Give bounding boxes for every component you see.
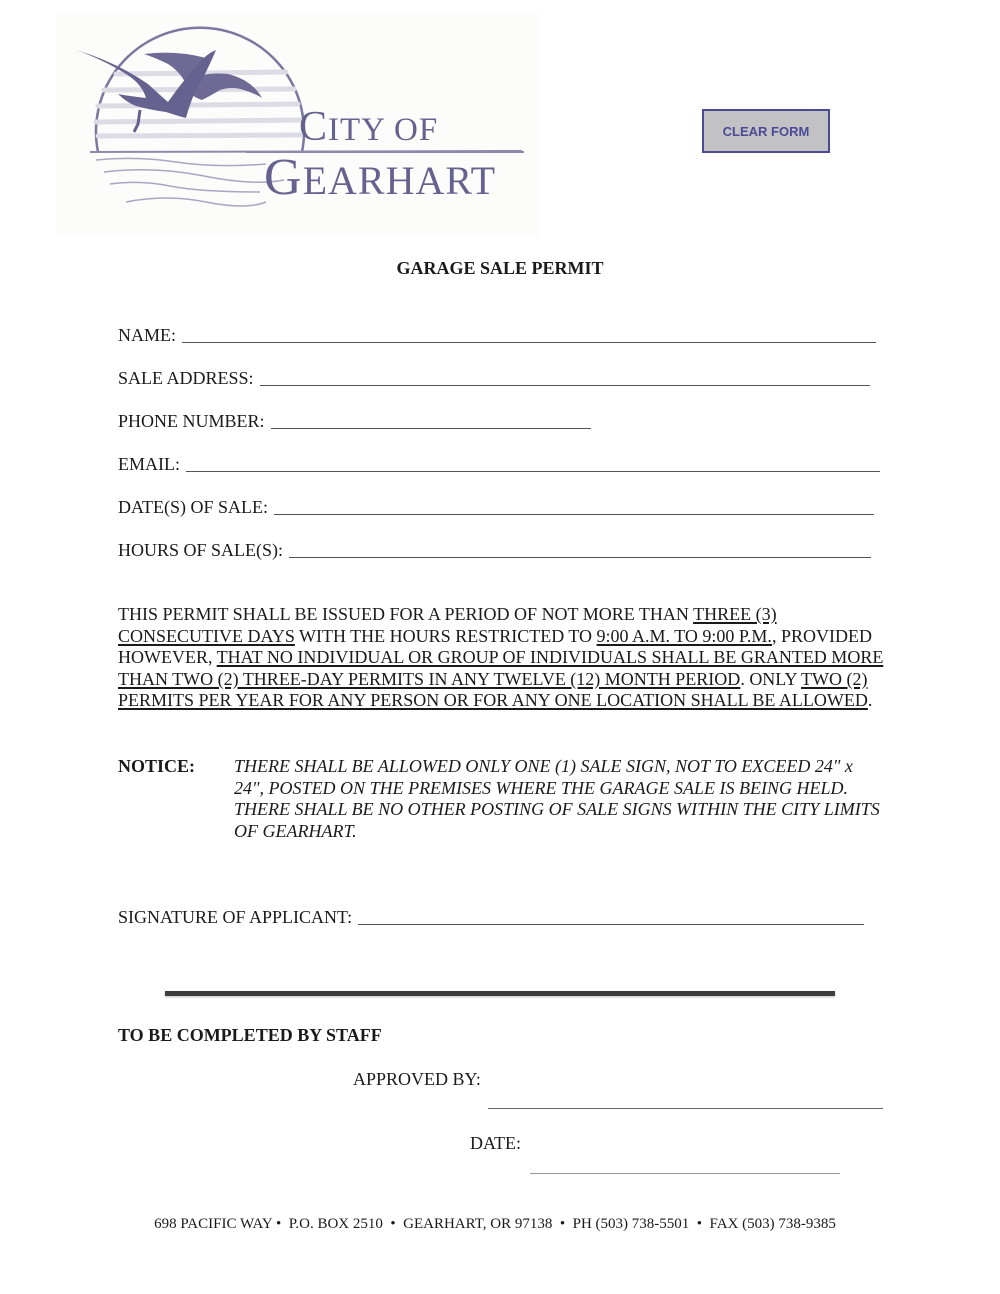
phone-field-row (118, 410, 591, 432)
email-label: EMAIL: (118, 454, 180, 474)
hours-input[interactable] (289, 539, 871, 558)
signature-label: SIGNATURE OF APPLICANT: (118, 907, 353, 927)
phone-label: PHONE NUMBER: (118, 411, 265, 431)
signature-field-row (118, 906, 864, 928)
signature-input[interactable] (358, 906, 864, 925)
logo-gearhart: GEARHART (264, 149, 497, 206)
name-label: NAME: (118, 325, 176, 345)
staff-section-title: TO BE COMPLETED BY STAFF (118, 1025, 382, 1045)
notice-label: NOTICE: (118, 756, 196, 776)
phone-input[interactable] (271, 410, 591, 429)
name-input[interactable] (182, 324, 876, 343)
permit-terms: THIS PERMIT SHALL BE ISSUED FOR A PERIOD OF NOT MORE THAN THREE (3) CONSECUTIVE DAYS WITH THE HOURS RESTRICTED TO 9:00 A.M. TO 9:00 P.M., PROVIDED HOWEVER, THAT NO INDIVIDUAL OR GROUP OF INDIVIDUALS SHALL BE GRANTED MORE THAN TWO (2) THREE-DAY PERMITS IN ANY TWELVE (12) MONTH PERIOD. ONLY TWO (2) PERMITS PER YEAR FOR ANY PERSON OR FOR ANY ONE LOCATION SHALL BE ALLOWED. (118, 604, 884, 711)
logo-city-of: CITY OF (299, 104, 439, 150)
approved-by-input[interactable] (488, 1108, 883, 1109)
city-logo (56, 14, 540, 236)
dates-label: DATE(S) OF SALE: (118, 497, 269, 517)
staff-date-input[interactable] (530, 1173, 840, 1174)
notice-text: THERE SHALL BE ALLOWED ONLY ONE (1) SALE SIGN, NOT TO EXCEED 24" x 24", POSTED ON THE PREMISES WHERE THE GARAGE SALE IS BEING HELD. THERE SHALL BE NO OTHER POSTING OF SALE SIGNS WITHIN THE CITY LIMITS OF GEARHART. (234, 756, 880, 841)
hours-label: HOURS OF SALE(S): (118, 540, 284, 560)
hours-field-row (118, 539, 871, 561)
footer-contact: 698 PACIFIC WAY • P.O. BOX 2510 • GEARHART, OR 97138 • PH (503) 738-5501 • FAX (503) 738-9385 (154, 1216, 836, 1232)
dates-field-row (118, 496, 874, 518)
clear-form-button[interactable]: CLEAR FORM (702, 109, 830, 153)
email-field-row (118, 453, 880, 475)
sale-address-field-row (118, 367, 870, 389)
page-title: GARAGE SALE PERMIT (396, 258, 604, 278)
staff-date-label: DATE: (470, 1133, 521, 1153)
email-input[interactable] (186, 453, 880, 472)
section-divider (165, 991, 835, 996)
name-field-row (118, 324, 876, 346)
approved-by-label: APPROVED BY: (353, 1069, 481, 1089)
sale-address-label: SALE ADDRESS: (118, 368, 254, 388)
dates-input[interactable] (274, 496, 874, 515)
sale-address-input[interactable] (260, 367, 870, 386)
